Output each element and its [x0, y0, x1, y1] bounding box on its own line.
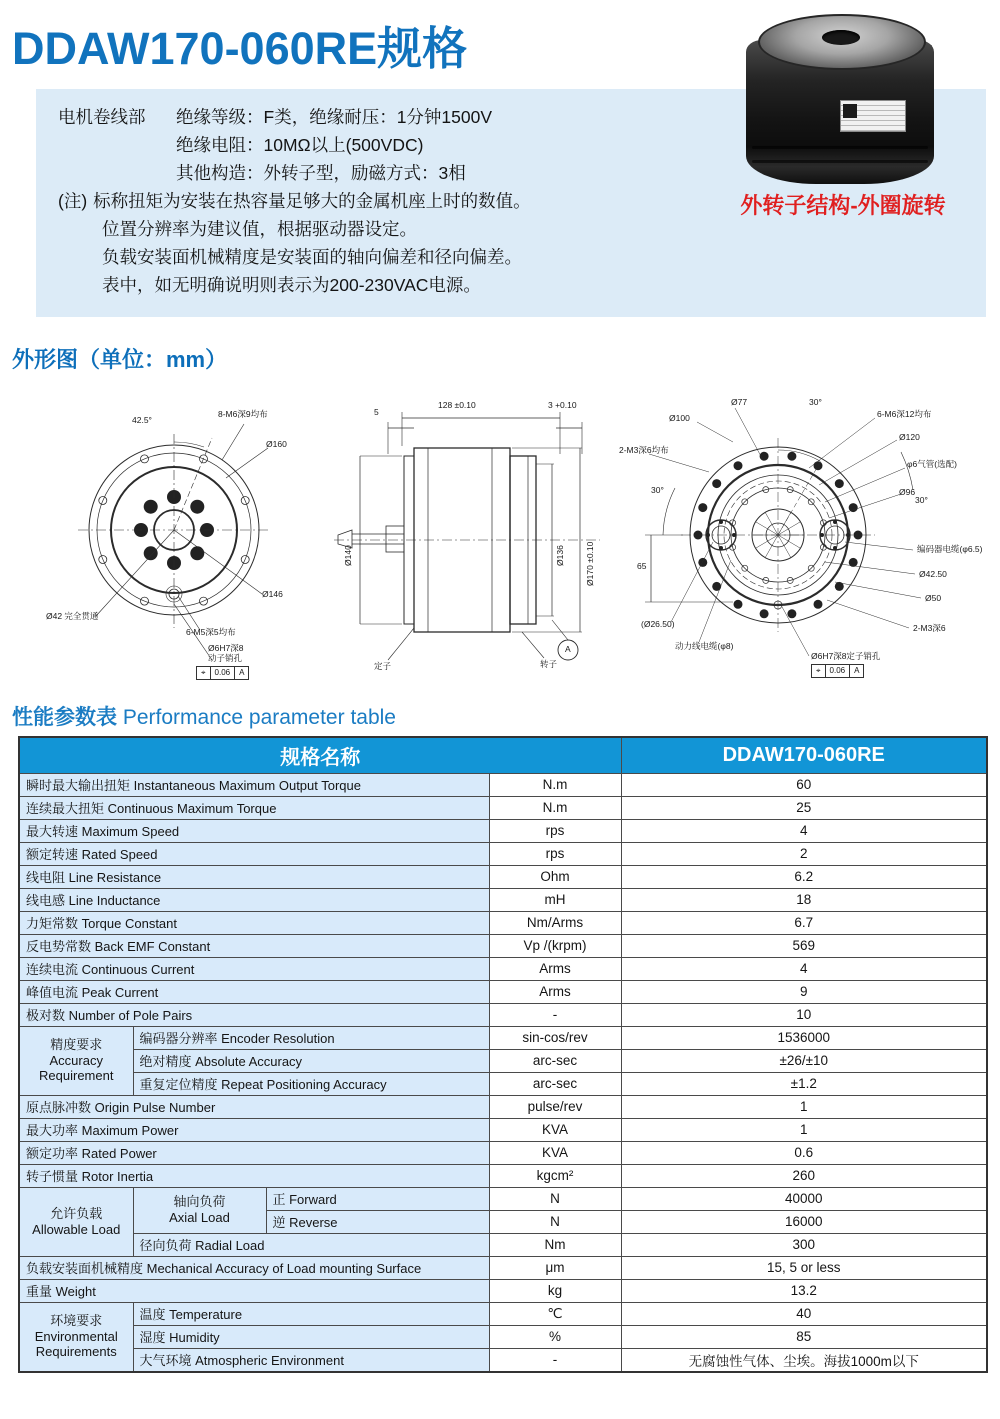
spec-label-cell: 力矩常数 Torque Constant — [19, 911, 489, 934]
drawing-label: 30° — [809, 397, 822, 407]
tolerance-value: 0.06 — [211, 667, 236, 679]
unit-cell: Nm/Arms — [489, 911, 621, 934]
rear-view-geometry — [613, 390, 1000, 692]
table-row — [19, 1279, 987, 1302]
motor-center-hole — [822, 30, 860, 45]
value-cell: 10 — [621, 1003, 987, 1026]
datum-label: A — [565, 644, 571, 654]
motor-band — [752, 146, 928, 149]
value-cell: 18 — [621, 888, 987, 911]
value-cell: 16000 — [621, 1210, 987, 1233]
spec-label-cell: 重量 Weight — [19, 1279, 489, 1302]
info-spec-line: 绝缘电阻：10MΩ以上(500VDC) — [176, 135, 424, 155]
drawing-label: 2-M3深6 — [913, 623, 946, 633]
drawing-label: (Ø26.50) — [641, 619, 675, 629]
unit-cell: N.m — [489, 796, 621, 819]
unit-cell: arc-sec — [489, 1072, 621, 1095]
table-header-row — [19, 737, 987, 773]
unit-cell: Vp /(krpm) — [489, 934, 621, 957]
value-cell: 无腐蚀性气体、尘埃。海拔1000m以下 — [621, 1348, 987, 1372]
environment-group-cell: 环境要求 Environmental Requirements — [19, 1302, 133, 1372]
unit-cell: pulse/rev — [489, 1095, 621, 1118]
tolerance-value: 0.06 — [826, 665, 851, 677]
spec-name-header: 规格名称 — [19, 737, 621, 773]
value-cell: 4 — [621, 819, 987, 842]
drawing-label: Ø42 完全贯通 — [46, 611, 99, 621]
spec-label-cell: 逆 Reverse — [266, 1210, 489, 1233]
value-cell: 300 — [621, 1233, 987, 1256]
info-note-line: 表中，如无明确说明则表示为200-230VAC电源。 — [102, 275, 481, 295]
unit-cell: - — [489, 1003, 621, 1026]
product-photo — [742, 8, 938, 186]
note-label: (注) — [58, 191, 88, 211]
table-row — [19, 1026, 987, 1049]
drawing-label: 8-M6深9均布 — [218, 409, 268, 419]
drawing-label: Ø170 ±0.10 — [585, 541, 595, 586]
drawing-label: 转子 — [540, 659, 558, 669]
unit-cell: Arms — [489, 957, 621, 980]
spec-label-cell: 径向负荷 Radial Load — [133, 1233, 489, 1256]
info-note-line: (注) 标称扭矩为安装在热容量足够大的金属机座上时的数值。 — [58, 187, 986, 215]
spec-label-cell: 最大功率 Maximum Power — [19, 1118, 489, 1141]
value-cell: 1 — [621, 1095, 987, 1118]
spec-label-cell: 湿度 Humidity — [133, 1325, 489, 1348]
position-tolerance-frame — [811, 664, 864, 678]
outline-drawing-rear-view — [613, 390, 1000, 692]
table-row — [19, 865, 987, 888]
drawing-label: 128 ±0.10 — [438, 400, 476, 410]
unit-cell: - — [489, 1348, 621, 1372]
table-row — [19, 1118, 987, 1141]
spec-label-cell: 极对数 Number of Pole Pairs — [19, 1003, 489, 1026]
value-cell: 85 — [621, 1325, 987, 1348]
product-caption: 外转子结构-外圈旋转 — [740, 193, 946, 218]
value-cell: ±26/±10 — [621, 1049, 987, 1072]
axial-load-cell: 轴向负荷 Axial Load — [133, 1187, 266, 1233]
drawing-label: 5 — [374, 407, 379, 417]
outline-drawing-side-view — [330, 398, 610, 690]
drawing-label: 65 — [637, 561, 647, 571]
drawing-label: 编码器电缆(φ6.5) — [917, 544, 983, 554]
info-spec-line: 其他构造：外转子型，励磁方式：3相 — [176, 163, 466, 183]
unit-cell: mH — [489, 888, 621, 911]
value-cell: 6.2 — [621, 865, 987, 888]
outline-section-title: 外形图（单位：mm） — [12, 347, 228, 372]
value-cell: 9 — [621, 980, 987, 1003]
drawing-label: Ø146 — [262, 589, 283, 599]
tolerance-symbol: ⌖ — [812, 665, 826, 677]
drawing-label: 动力线电缆(φ8) — [675, 641, 734, 651]
table-row — [19, 1187, 987, 1210]
table-row — [19, 1348, 987, 1372]
unit-cell: KVA — [489, 1118, 621, 1141]
table-row — [19, 773, 987, 796]
unit-cell: % — [489, 1325, 621, 1348]
table-row — [19, 980, 987, 1003]
table-section-title-zh: 性能参数表 — [12, 706, 117, 729]
unit-cell: rps — [489, 819, 621, 842]
table-row — [19, 1302, 987, 1325]
unit-cell: ℃ — [489, 1302, 621, 1325]
drawing-label: Ø100 — [669, 413, 690, 423]
spec-label-cell: 额定功率 Rated Power — [19, 1141, 489, 1164]
spec-label-cell: 线电感 Line Inductance — [19, 888, 489, 911]
value-cell: 569 — [621, 934, 987, 957]
info-spec-line: 绝缘等级：F类，绝缘耐压：1分钟1500V — [176, 107, 493, 127]
info-label: 电机卷线部 — [58, 107, 146, 127]
tolerance-datum: A — [854, 666, 860, 675]
table-row — [19, 1003, 987, 1026]
drawing-label: 6-M5深5均布 — [186, 627, 236, 637]
value-cell: 0.6 — [621, 1141, 987, 1164]
table-row — [19, 957, 987, 980]
spec-label-cell: 连续电流 Continuous Current — [19, 957, 489, 980]
value-cell: ±1.2 — [621, 1072, 987, 1095]
drawing-label: Ø42.50 — [919, 569, 947, 579]
unit-cell: kgcm² — [489, 1164, 621, 1187]
table-row — [19, 1256, 987, 1279]
spec-label-cell: 正 Forward — [266, 1187, 489, 1210]
value-cell: 40000 — [621, 1187, 987, 1210]
table-section-title — [12, 701, 396, 731]
spec-label-cell: 峰值电流 Peak Current — [19, 980, 489, 1003]
spec-label-cell: 重复定位精度 Repeat Positioning Accuracy — [133, 1072, 489, 1095]
table-row — [19, 842, 987, 865]
drawing-label: Ø96 — [899, 487, 916, 497]
drawing-label: Ø136 — [555, 545, 565, 566]
drawing-label: 3 +0.10 — [548, 400, 577, 410]
page-title: DDAW170-060RE规格 — [12, 23, 468, 74]
table-row — [19, 1325, 987, 1348]
table-row — [19, 934, 987, 957]
drawing-label: 动子销孔 — [208, 653, 243, 663]
model-header: DDAW170-060RE — [621, 737, 987, 773]
performance-table — [18, 736, 988, 1373]
unit-cell: sin-cos/rev — [489, 1026, 621, 1049]
drawing-label: 30° — [651, 485, 664, 495]
drawing-label: 6-M6深12均布 — [877, 409, 932, 419]
table-row — [19, 911, 987, 934]
unit-cell: arc-sec — [489, 1049, 621, 1072]
drawing-label: Ø50 — [925, 593, 942, 603]
spec-label-cell: 额定转速 Rated Speed — [19, 842, 489, 865]
value-cell: 25 — [621, 796, 987, 819]
info-note-line: 负载安装面机械精度是安装面的轴向偏差和径向偏差。 — [102, 247, 522, 267]
motor-nameplate — [840, 100, 906, 132]
unit-cell: μm — [489, 1256, 621, 1279]
position-tolerance-frame — [196, 666, 249, 680]
spec-label-cell: 绝对精度 Absolute Accuracy — [133, 1049, 489, 1072]
tolerance-datum: A — [239, 668, 245, 677]
spec-label-cell: 负载安装面机械精度 Mechanical Accuracy of Load mounting Surface — [19, 1256, 489, 1279]
table-row — [19, 888, 987, 911]
unit-cell: rps — [489, 842, 621, 865]
spec-label-cell: 温度 Temperature — [133, 1302, 489, 1325]
table-row — [19, 1233, 987, 1256]
value-cell: 1536000 — [621, 1026, 987, 1049]
table-row — [19, 819, 987, 842]
info-note-line: 位置分辨率为建议值，根据驱动器设定。 — [102, 219, 417, 239]
drawing-label: Ø6H7深8定子销孔 — [811, 651, 881, 661]
drawing-label: Ø140 — [343, 545, 353, 566]
drawing-label: 30° — [915, 495, 928, 505]
table-row — [19, 1095, 987, 1118]
spec-label-cell: 瞬时最大输出扭矩 Instantaneous Maximum Output Torque — [19, 773, 489, 796]
unit-cell: Ohm — [489, 865, 621, 888]
spec-label-cell: 最大转速 Maximum Speed — [19, 819, 489, 842]
drawing-label: Ø120 — [899, 432, 920, 442]
outline-drawing-front-view — [36, 398, 328, 690]
unit-cell: kg — [489, 1279, 621, 1302]
drawing-label: Ø160 — [266, 439, 287, 449]
motor-band — [752, 160, 928, 163]
table-row — [19, 796, 987, 819]
unit-cell: N — [489, 1210, 621, 1233]
table-row — [19, 1049, 987, 1072]
tolerance-symbol: ⌖ — [197, 667, 211, 679]
unit-cell: KVA — [489, 1141, 621, 1164]
value-cell: 15, 5 or less — [621, 1256, 987, 1279]
value-cell: 1 — [621, 1118, 987, 1141]
drawing-label: 定子 — [374, 661, 392, 671]
allowable-load-group-cell: 允许负载 Allowable Load — [19, 1187, 133, 1256]
value-cell: 13.2 — [621, 1279, 987, 1302]
drawing-label: φ6气管(选配) — [907, 459, 957, 469]
drawing-label: Ø77 — [731, 397, 748, 407]
table-section-title-en: Performance parameter table — [122, 706, 396, 729]
accuracy-group-cell: 精度要求 Accuracy Requirement — [19, 1026, 133, 1095]
value-cell: 4 — [621, 957, 987, 980]
table-row — [19, 1072, 987, 1095]
unit-cell: N.m — [489, 773, 621, 796]
value-cell: 260 — [621, 1164, 987, 1187]
table-row — [19, 1141, 987, 1164]
spec-label-cell: 反电势常数 Back EMF Constant — [19, 934, 489, 957]
unit-cell: Arms — [489, 980, 621, 1003]
performance-table-wrap — [18, 736, 986, 1373]
value-cell: 40 — [621, 1302, 987, 1325]
unit-cell: N — [489, 1187, 621, 1210]
drawing-label: 2-M3深6均布 — [619, 445, 669, 455]
unit-cell: Nm — [489, 1233, 621, 1256]
spec-label-cell: 转子惯量 Rotor Inertia — [19, 1164, 489, 1187]
spec-label-cell: 原点脉冲数 Origin Pulse Number — [19, 1095, 489, 1118]
spec-label-cell: 大气环境 Atmospheric Environment — [133, 1348, 489, 1372]
table-row — [19, 1164, 987, 1187]
spec-label-cell: 线电阻 Line Resistance — [19, 865, 489, 888]
drawing-label: 42.5° — [132, 415, 152, 425]
spec-label-cell: 连续最大扭矩 Continuous Maximum Torque — [19, 796, 489, 819]
value-cell: 60 — [621, 773, 987, 796]
spec-label-cell: 编码器分辨率 Encoder Resolution — [133, 1026, 489, 1049]
value-cell: 2 — [621, 842, 987, 865]
drawing-label: Ø6H7深8 — [208, 643, 244, 653]
value-cell: 6.7 — [621, 911, 987, 934]
